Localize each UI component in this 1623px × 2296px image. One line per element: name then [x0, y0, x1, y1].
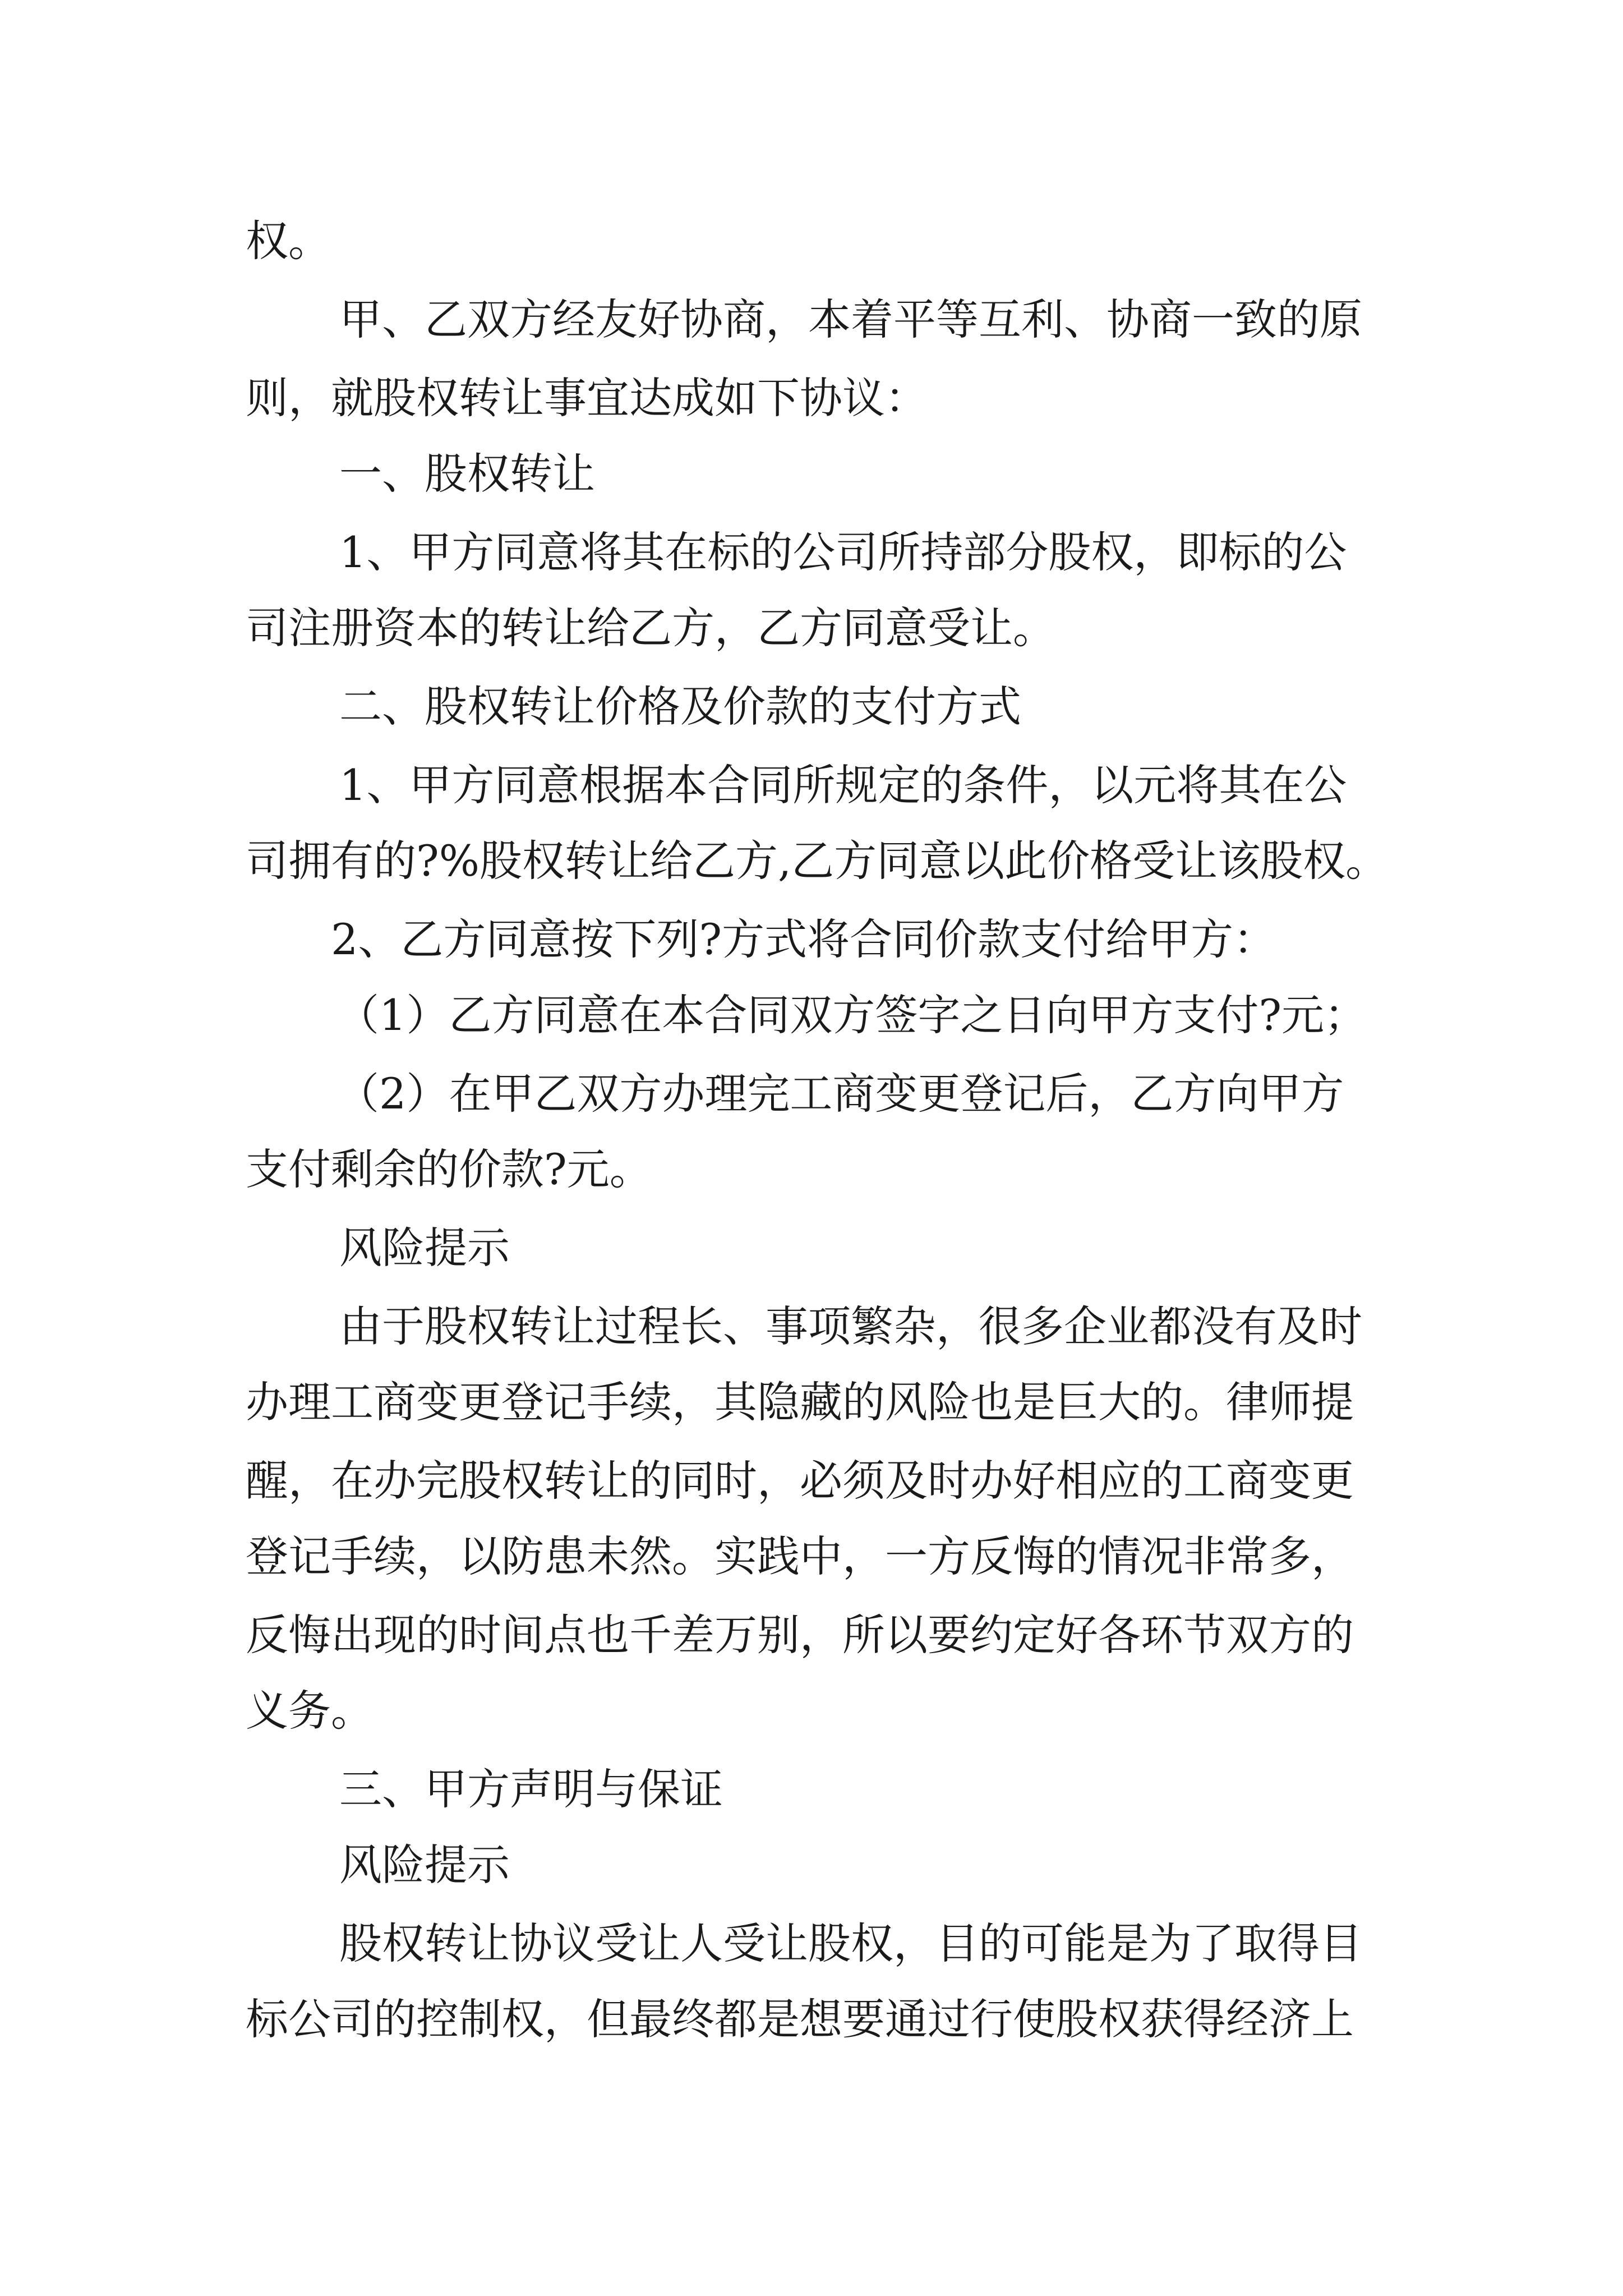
- text-line: 司拥有的?%股权转让给乙方,乙方同意以此价格受让该股权。: [246, 836, 1389, 886]
- text-line: 1、甲方同意将其在标的公司所持部分股权，即标的公: [339, 527, 1347, 577]
- text-line: （2）在甲乙双方办理完工商变更登记后，乙方向甲方: [336, 1069, 1344, 1119]
- text-line: 支付剩余的价款?元。: [246, 1144, 652, 1194]
- text-line: 司注册资本的转让给乙方，乙方同意受让。: [246, 603, 1055, 653]
- text-line: 1、甲方同意根据本合同所规定的条件，以元将其在公: [339, 760, 1347, 810]
- section-heading: 三、甲方声明与保证: [339, 1764, 723, 1814]
- text-line: 权。: [246, 216, 331, 266]
- text-line: 醒，在办完股权转让的同时，必须及时办好相应的工商变更: [246, 1456, 1354, 1506]
- text-line: 反悔出现的时间点也千差万别，所以要约定好各环节双方的: [246, 1610, 1354, 1660]
- text-line: 义务。: [246, 1686, 374, 1736]
- text-line: 2、乙方同意按下列?方式将合同价款支付给甲方：: [331, 914, 1276, 964]
- section-heading: 二、股权转让价格及价款的支付方式: [339, 682, 1021, 731]
- text-line: 标公司的控制权，但最终都是想要通过行使股权获得经济上: [246, 1994, 1354, 2044]
- section-heading: 一、股权转让: [339, 449, 595, 499]
- text-line: 由于股权转让过程长、事项繁杂，很多企业都没有及时: [339, 1301, 1362, 1351]
- section-heading: 风险提示: [339, 1840, 510, 1890]
- text-line: 办理工商变更登记手续，其隐藏的风险也是巨大的。律师提: [246, 1377, 1354, 1427]
- text-line: 登记手续，以防患未然。实践中，一方反悔的情况非常多，: [246, 1531, 1354, 1581]
- text-line: 甲、乙双方经友好协商，本着平等互利、协商一致的原: [339, 295, 1362, 344]
- text-line: 则，就股权转让事宜达成如下协议：: [246, 373, 928, 423]
- text-line: （1）乙方同意在本合同双方签字之日向甲方支付?元；: [336, 990, 1367, 1040]
- text-line: 股权转让协议受让人受让股权，目的可能是为了取得目: [339, 1918, 1362, 1968]
- section-heading: 风险提示: [339, 1223, 510, 1273]
